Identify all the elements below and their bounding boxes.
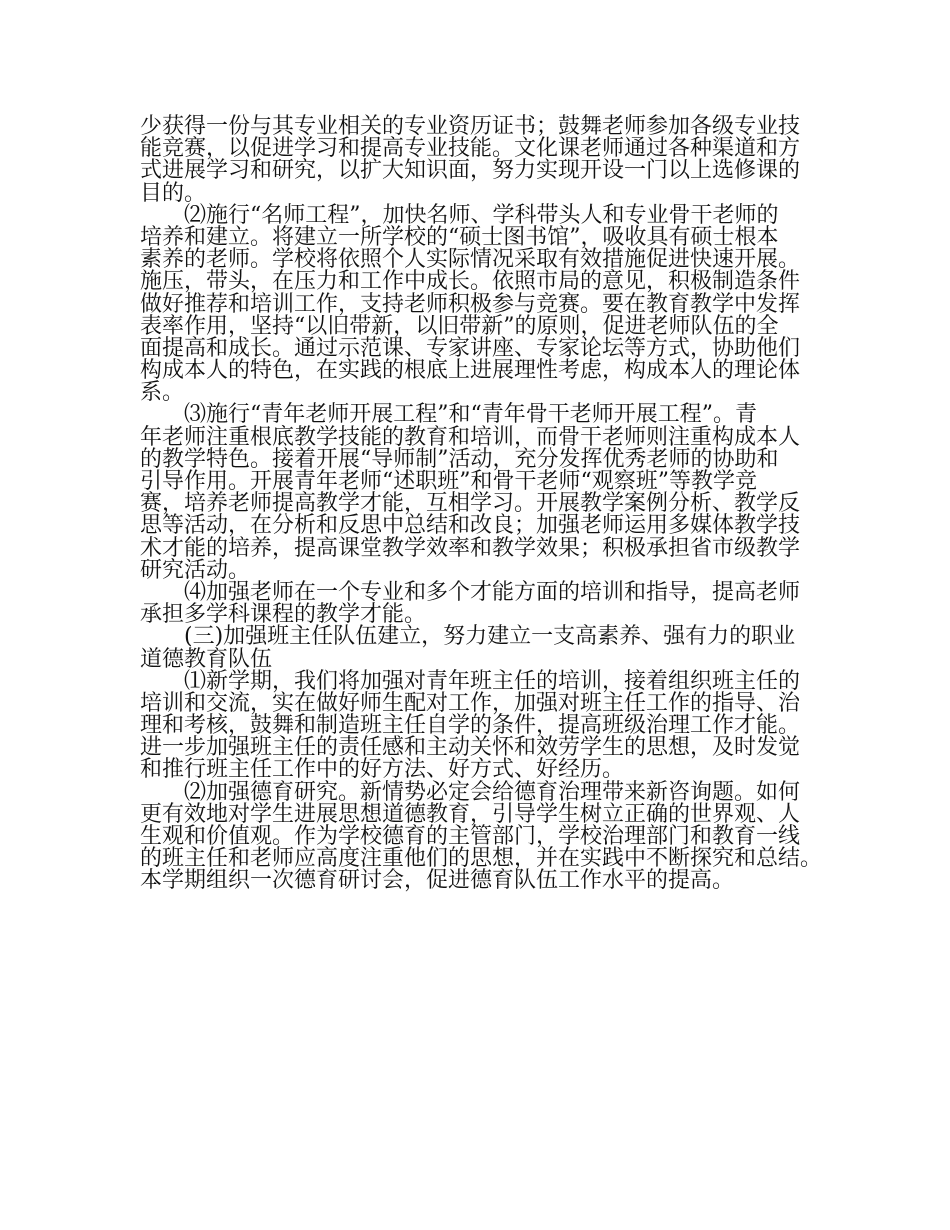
text-line: 做好推荐和培训工作，支持老师积极参与竞赛。要在教育教学中发挥 (140, 291, 801, 317)
text-line: 进一步加强班主任的责任感和主动关怀和效劳学生的思想，及时发觉 (140, 735, 801, 761)
text-line: ⑵施行“名师工程”，加快名师、学科带头人和专业骨干老师的 (140, 202, 779, 228)
text-line: 年老师注重根底教学技能的教育和培训，而骨干老师则注重构成本人 (140, 424, 801, 450)
text-line: 更有效地对学生进展思想道德教育，引导学生树立正确的世界观、人 (140, 801, 801, 827)
text-line: 培训和交流，实在做好师生配对工作，加强对班主任工作的指导、治 (140, 690, 801, 716)
text-line: 的班主任和老师应高度注重他们的思想，并在实践中不断探究和总结。 (140, 846, 823, 872)
text-line: 能竞赛，以促进学习和提高专业技能。文化课老师通过各种渠道和方 (140, 136, 801, 162)
text-line: 施压，带头，在压力和工作中成长。依照市局的意见，积极制造条件 (140, 269, 801, 295)
text-line: 本学期组织一次德育研讨会，促进德育队伍工作水平的提高。 (140, 868, 735, 894)
text-line: 思等活动，在分析和反思中总结和改良；加强老师运用多媒体教学技 (140, 513, 801, 539)
text-line: 赛，培养老师提高教学才能，互相学习。开展教学案例分析、教学反 (140, 491, 801, 517)
text-line: 少获得一份与其专业相关的专业资历证书；鼓舞老师参加各级专业技 (140, 114, 801, 139)
text-line: 引导作用。开展青年老师“述职班”和骨干老师“观察班”等教学竞 (140, 469, 757, 494)
text-line: 素养的老师。学校将依照个人实际情况采取有效措施促进快速开展。 (140, 247, 801, 273)
text-line: 承担多学科课程的教学才能。 (140, 602, 427, 628)
text-line: 构成本人的特色，在实践的根底上进展理性考虑，构成本人的理论体 (140, 358, 801, 384)
text-line: 理和考核，鼓舞和制造班主任自学的条件，提高班级治理工作才能。 (140, 713, 801, 739)
text-line: 研究活动。 (140, 557, 251, 583)
text-line: 表率作用，坚持“以旧带新，以旧带新”的原则，促进老师队伍的全 (140, 313, 779, 339)
text-line: 和推行班主任工作中的好方法、好方式、好经历。 (140, 757, 625, 783)
text-line: 目的。 (140, 180, 207, 206)
text-line: 系。 (140, 380, 185, 406)
text-line: 生观和价值观。作为学校德育的主管部门，学校治理部门和教育一线 (140, 824, 801, 849)
text-line: ⑴新学期，我们将加强对青年班主任的培训，接着组织班主任的 (140, 668, 801, 694)
text-line: ⑷加强老师在一个专业和多个才能方面的培训和指导，提高老师 (140, 579, 801, 605)
text-line: 面提高和成长。通过示范课、专家讲座、专家论坛等方式，协助他们 (140, 335, 801, 361)
text-line: 式进展学习和研究，以扩大知识面，努力实现开设一门以上选修课的 (140, 158, 801, 184)
body-text (140, 116, 830, 893)
text-line: 道德教育队伍 (140, 646, 273, 672)
text-line: 的教学特色。接着开展“导师制”活动，充分发挥优秀老师的协助和 (140, 446, 779, 472)
text-line: 术才能的培养，提高课堂教学效率和教学效果；积极承担省市级教学 (140, 535, 801, 561)
text-line: 培养和建立。将建立一所学校的“硕士图书馆”，吸收具有硕士根本 (140, 224, 779, 250)
text-line: ⑵加强德育研究。新情势必定会给德育治理带来新咨询题。如何 (140, 779, 801, 805)
text-line: (三)加强班主任队伍建立，努力建立一支高素养、强有力的职业 (140, 624, 796, 650)
text-line: ⑶施行“青年老师开展工程”和“青年骨干老师开展工程”。青 (140, 402, 757, 428)
